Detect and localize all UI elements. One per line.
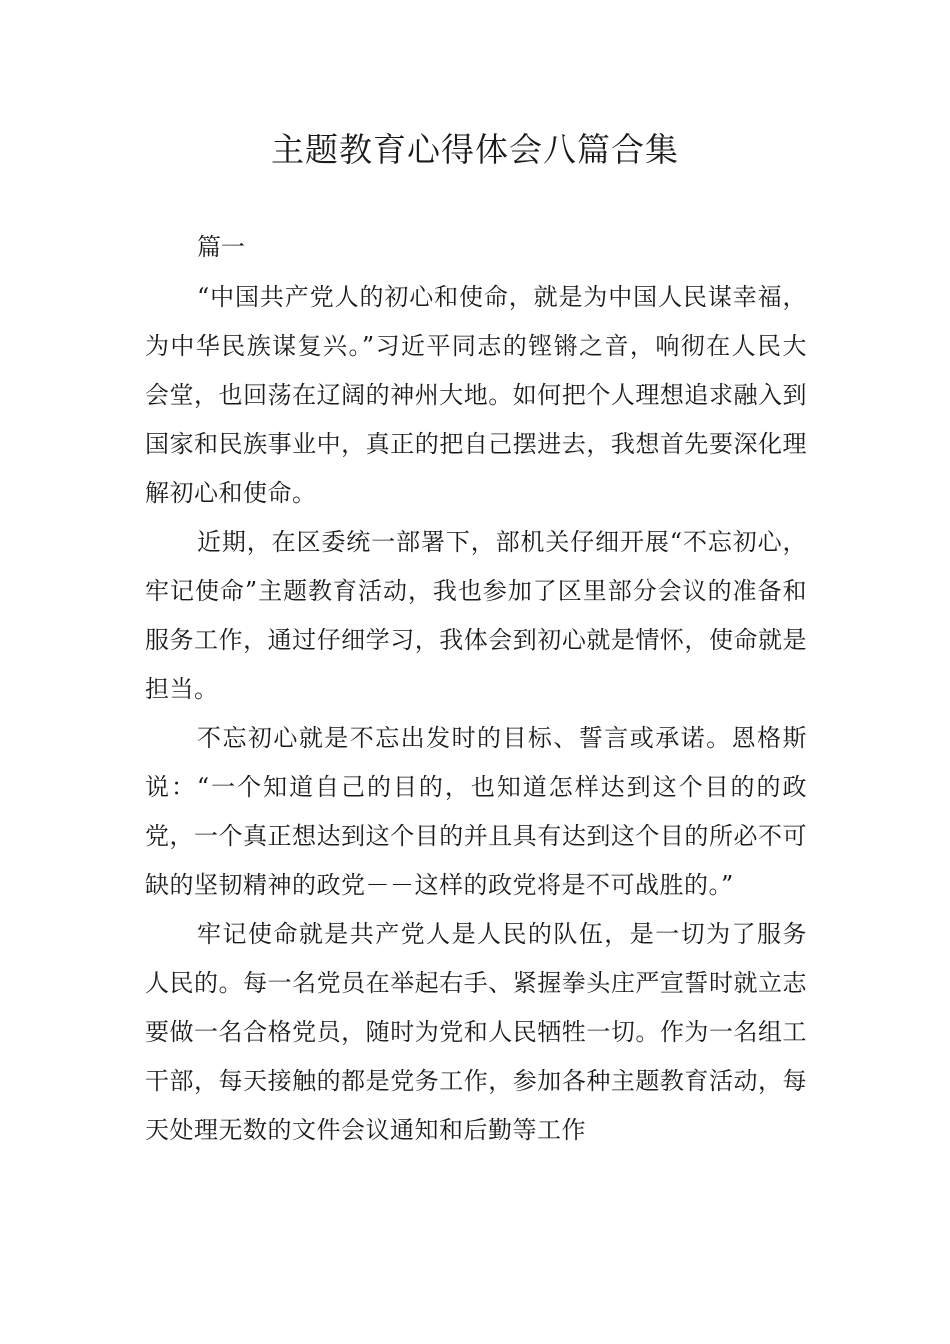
paragraph-1: “中国共产党人的初心和使命，就是为中国人民谋幸福，为中华民族谋复兴。”习近平同志的铿锵之音，响彻在人民大会堂，也回荡在辽阔的神州大地。如何把个人理想追求融入到国家和民族事业中，真正的把自己摆进去，我想首先要深化理解初心和使命。 xyxy=(145,283,807,507)
document-body xyxy=(145,222,807,1155)
section-label: 篇一 xyxy=(197,233,245,261)
document-title: 主题教育心得体会八篇合集 xyxy=(271,130,679,169)
paragraph-4: 牢记使命就是共产党人是人民的队伍，是一切为了服务人民的。每一名党员在举起右手、紧握拳头庄严宣誓时就立志要做一名合格党员，随时为党和人民牺牲一切。作为一名组工干部，每天接触的都是党务工作，参加各种主题教育活动，每天处理无数的文件会议通知和后勤等工作 xyxy=(145,920,807,1144)
paragraph-3: 不忘初心就是不忘出发时的目标、誓言或承诺。恩格斯说：“一个知道自己的目的，也知道怎样达到这个目的的政党，一个真正想达到这个目的并且具有达到这个目的所必不可缺的坚韧精神的政党－－这样的政党将是不可战胜的。” xyxy=(145,724,807,899)
paragraph-2: 近期，在区委统一部署下，部机关仔细开展“不忘初心，牢记使命”主题教育活动，我也参加了区里部分会议的准备和服务工作，通过仔细学习，我体会到初心就是情怀，使命就是担当。 xyxy=(145,528,807,703)
